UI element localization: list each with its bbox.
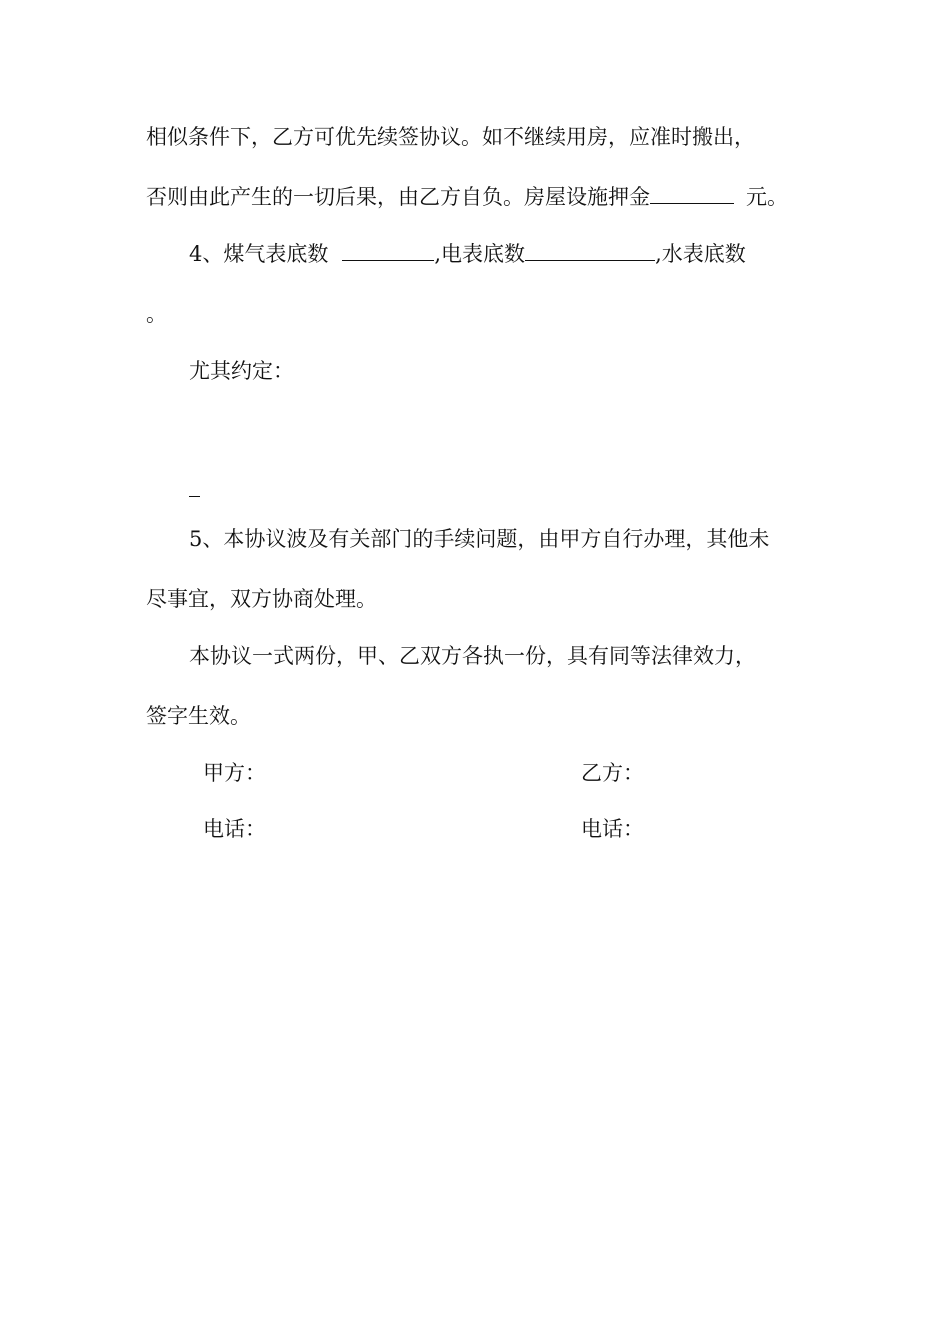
text-yuan: 元。 [746,185,788,209]
water-meter-label: ,水表底数 [655,242,746,266]
text-closing-2: 签字生效。 [146,704,251,728]
party-b-label: 乙方： [581,761,644,785]
phone-a-label: 电话： [203,817,266,841]
special-agreement-label: 尤其约定： [189,359,294,383]
text-clause-5-2: 尽事宜，双方协商处理。 [146,587,377,611]
text-clause-5-1: 5、本协议波及有关部门的手续问题，由甲方自行办理，其他未 [189,527,770,551]
paragraph-renewal-line-1 [146,123,755,151]
closing-line-1 [189,642,756,670]
party-a-label: 甲方： [203,761,266,785]
closing-line-2 [146,702,251,730]
clause-4-meter-readings [189,240,746,268]
special-agreement-heading [189,357,294,385]
text-renewal-1: 相似条件下，乙方可优先续签协议。如不继续用房，应准时搬出， [146,125,755,149]
party-b-signature [581,759,644,787]
party-b-phone [581,815,644,843]
party-a-signature [203,759,266,787]
electric-meter-label: ,电表底数 [434,242,526,266]
gas-meter-blank[interactable] [342,240,434,261]
deposit-blank[interactable] [650,183,734,204]
paragraph-renewal-line-2 [146,183,788,211]
party-a-phone [203,815,266,843]
electric-meter-blank[interactable] [525,240,655,261]
text-renewal-2: 否则由此产生的一切后果，由乙方自负。房屋设施押金 [146,185,650,209]
gas-meter-label: 4、煤气表底数 [189,242,329,266]
phone-b-label: 电话： [581,817,644,841]
special-agreement-blank[interactable] [189,496,200,497]
clause-4-end [146,300,167,328]
clause-5-line-1 [189,525,769,553]
text-period: 。 [146,302,167,326]
text-closing-1: 本协议一式两份，甲、乙双方各执一份，具有同等法律效力， [189,644,756,668]
clause-5-line-2 [146,585,377,613]
